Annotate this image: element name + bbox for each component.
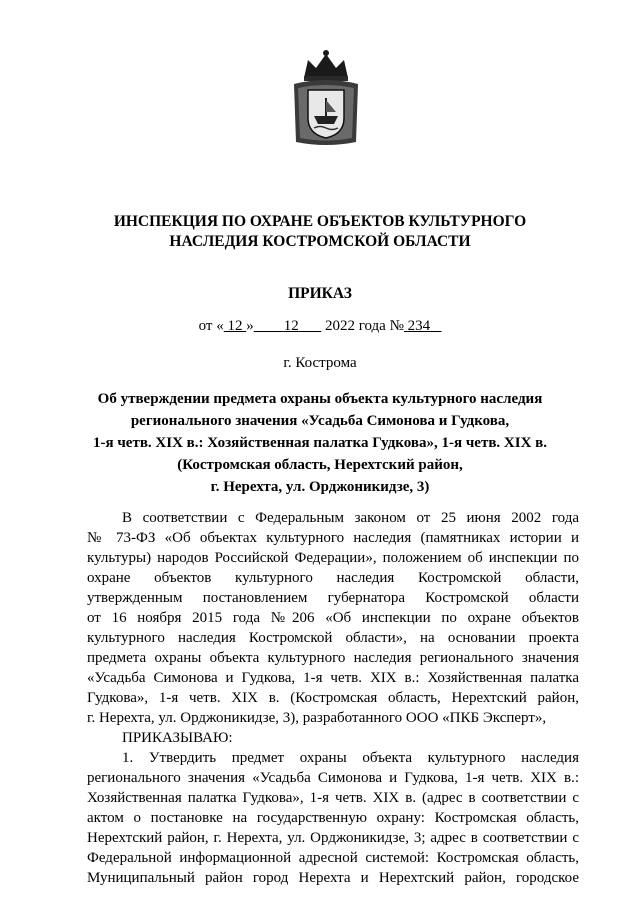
body-line: предмета охраны объекта культурного наследия регионального значения <box>87 650 579 666</box>
body-line: г. Нерехта, ул. Орджоникидзе, 3), разработанного ООО «ПКБ Эксперт», <box>87 710 547 726</box>
date-year: 2022 года № <box>324 318 404 334</box>
body-line: Муниципальный район город Нерехта и Нерехтский район, городское <box>87 870 579 886</box>
subject-line-4: (Костромская область, Нерехтский район, <box>177 457 463 473</box>
document-type: ПРИКАЗ <box>288 285 352 302</box>
subject-line-2: регионального значения «Усадьба Симонова и Гудкова, <box>130 413 510 429</box>
body-line: 1. Утвердить предмет охраны объекта культурного наследия <box>122 750 579 766</box>
body-line: Федеральной информационной адресной системой: Костромская область, <box>87 850 579 866</box>
document-date-line <box>0 318 640 335</box>
document-body <box>87 508 579 888</box>
body-line: № 73-ФЗ «Об объектах культурного наследия (памятниках истории и <box>87 530 579 546</box>
document-city: г. Кострома <box>283 355 357 371</box>
body-line: актом о постановке на государственную охрану: Костромская область, <box>87 810 579 826</box>
body-line: Хозяйственная палатка Гудкова», 1-я четв. XIX в. (адрес в соответствии с <box>87 790 579 806</box>
kostroma-coat-of-arms-icon <box>290 48 362 148</box>
date-month: 12 <box>283 318 299 334</box>
body-line: «Усадьба Симонова и Гудкова, 1-я четв. XIX в.: Хозяйственная палатка <box>87 670 579 686</box>
date-prefix: от « <box>198 318 224 334</box>
body-line: утвержденным постановлением губернатора Костромской области <box>87 590 579 606</box>
body-line: Гудкова», 1-я четв. XIX в. (Костромская область, Нерехтский район, <box>87 690 579 706</box>
subject-line-1: Об утверждении предмета охраны объекта культурного наследия <box>97 391 543 407</box>
date-mid: » <box>246 318 254 334</box>
organization-name-line-1: ИНСПЕКЦИЯ ПО ОХРАНЕ ОБЪЕКТОВ КУЛЬТУРНОГО <box>113 213 527 230</box>
order-keyword: ПРИКАЗЫВАЮ: <box>122 730 233 746</box>
organization-name-line-2: НАСЛЕДИЯ КОСТРОМСКОЙ ОБЛАСТИ <box>169 233 471 250</box>
subject-line-3: 1-я четв. XIX в.: Хозяйственная палатка Гудкова», 1-я четв. XIX в. <box>92 435 548 451</box>
body-line: регионального значения «Усадьба Симонова и Гудкова, 1-я четв. XIX в.: <box>87 770 579 786</box>
body-line: В соответствии с Федеральным законом от 25 июня 2002 года <box>122 510 579 526</box>
body-line: культуры) народов Российской Федерации», положением об инспекции по <box>87 550 579 566</box>
body-line: культурного наследия Костромской области», на основании проекта <box>87 630 579 646</box>
body-line: охране объектов культурного наследия Костромской области, <box>87 570 579 586</box>
document-number: 234 <box>407 318 431 334</box>
subject-line-5: г. Нерехта, ул. Орджоникидзе, 3) <box>210 479 430 495</box>
date-day: 12 <box>227 318 243 334</box>
body-line: Нерехтский район, г. Нерехта, ул. Орджоникидзе, 3; адрес в соответствии с <box>87 830 579 846</box>
body-line: от 16 ноября 2015 года №206 «Об инспекции по охране объектов <box>87 610 579 626</box>
